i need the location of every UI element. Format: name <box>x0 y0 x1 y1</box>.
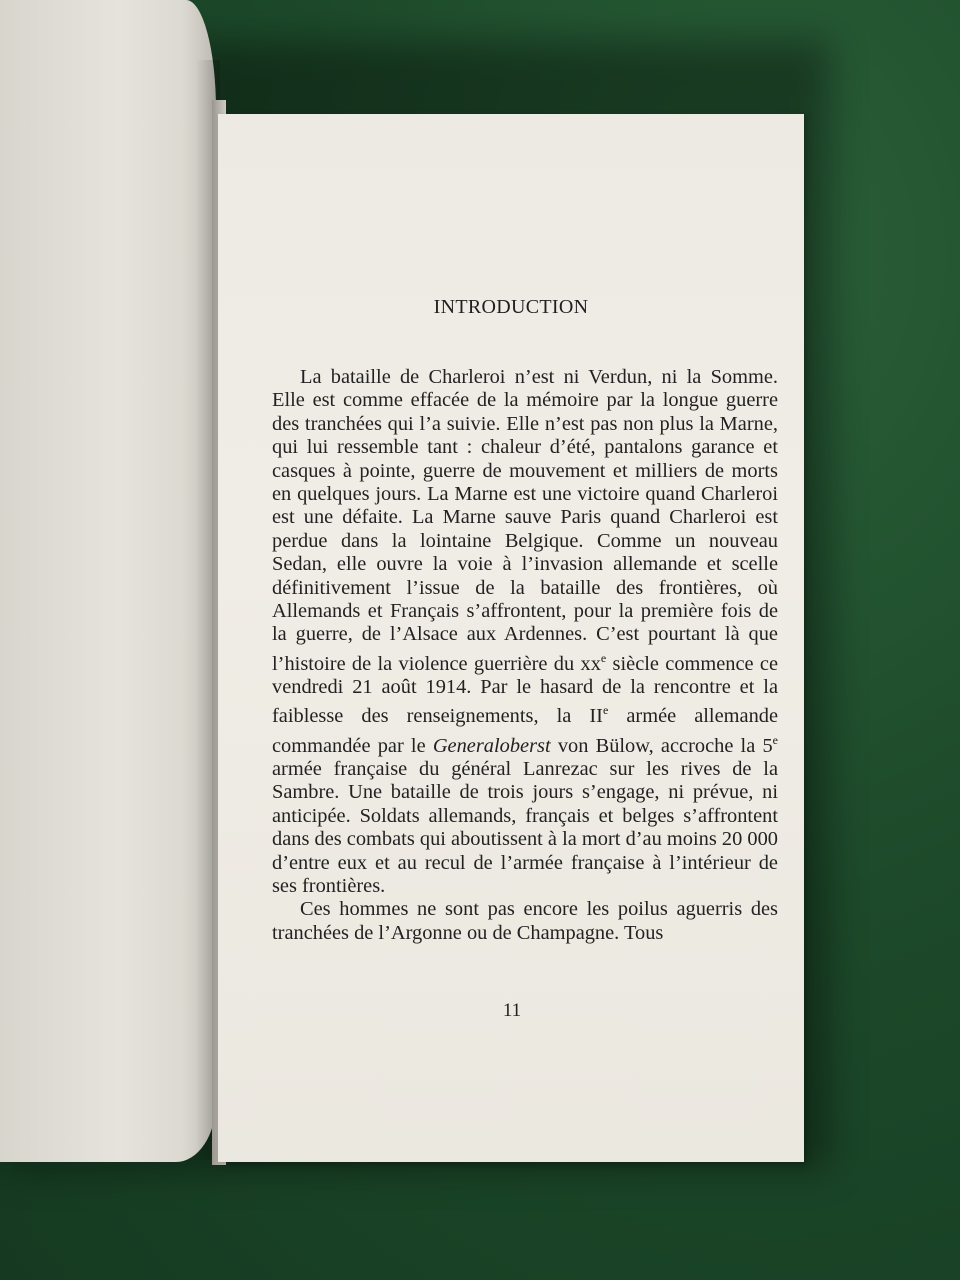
fifth-superscript: e <box>772 732 778 747</box>
army-superscript: e <box>602 703 609 718</box>
century-superscript: e <box>600 650 607 665</box>
paragraph-1-text-b: siècle commence ce vendredi 21 août 1914. Par le hasard de la rencontre et la faiblesse des renseignements, la <box>272 652 779 728</box>
page-number: 11 <box>502 1000 522 1021</box>
left-page <box>0 0 216 1162</box>
paragraph-1 <box>272 366 778 898</box>
paragraph-1-text-c: armée allemande commandée par le <box>272 705 779 757</box>
paragraph-2: Ces hommes ne sont pas encore les poilus aguerris des tranchées de l’Argonne ou de Champagne. Tous <box>272 898 778 944</box>
paragraph-1-text-e: armée française du général Lanrezac sur les rives de la Sambre. Une bataille de trois jours s’engage, ni prévue, ni anticipée. Soldats allemands, français et belges s’affrontent dans des combats qui aboutissent à la mort d’au moins 20 000 d’entre eux et au recul de l’armée française à l’intérieur de ses frontières. <box>272 757 778 897</box>
century-roman: xx <box>580 652 601 675</box>
army-roman: II <box>589 705 603 728</box>
chapter-heading: INTRODUCTION <box>433 296 589 318</box>
rank-italic: Generaloberst <box>432 734 551 757</box>
paragraph-1-text: La bataille de Charleroi n’est ni Verdun, ni la Somme. Elle est comme effacée de la mémoire par la longue guerre des tranchées qui l’a suivie. Elle n’est pas non plus la Marne, qui lui ressemble tant : chaleur d’été, pantalons garance et casques à pointe, guerre de mouvement et milliers de morts en quelques jours. La Marne est une victoire quand Charleroi est une défaite. La Marne sauve Paris quand Charleroi est perdue dans la lointaine Belgique. Comme un nouveau Sedan, elle ouvre la voie à l’invasion allemande et scelle définitivement l’issue de la bataille des frontières, où Allemands et Français s’affrontent, pour la première fois de la guerre, de l’Alsace aux Ardennes. C’est pourtant là que l’histoire de la violence guerrière du <box>272 366 778 675</box>
body-text <box>272 366 778 945</box>
paragraph-1-text-d: von Bülow, accroche la 5 <box>550 734 773 757</box>
